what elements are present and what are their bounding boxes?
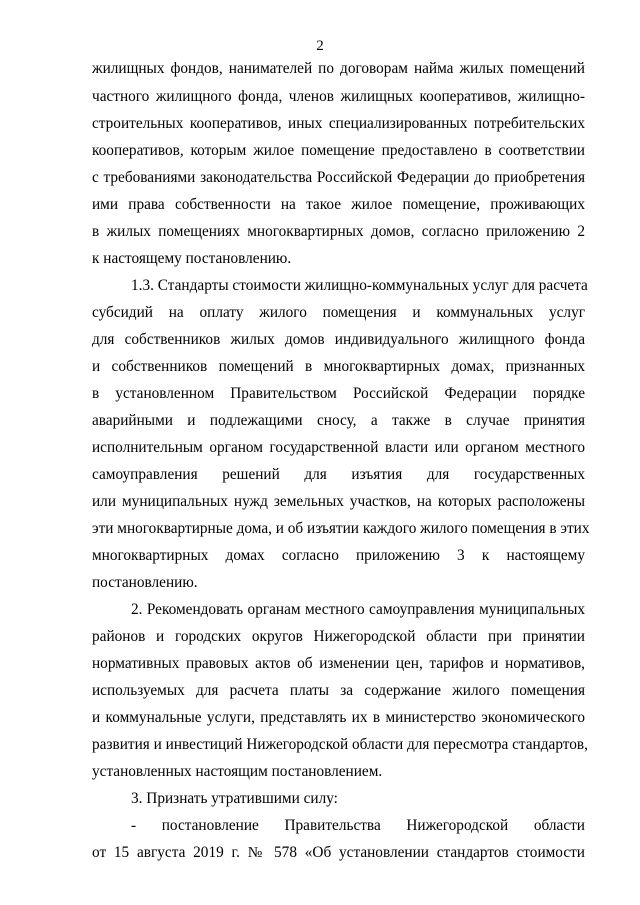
text-line: районов и городских округов Нижегородской области при принятии [92,628,585,645]
text-line: развития и инвестиций Нижегородской области для пересмотра стандартов, [92,736,588,753]
text-line: с требованиями законодательства Российской Федерации до приобретения [92,169,585,186]
text-line: установленных настоящим постановлением. [92,763,383,780]
text-line: многоквартирных домах согласно приложению 3 к настоящему [92,547,585,564]
text-line: нормативных правовых актов об изменении цен, тарифов и нормативов, [92,655,585,672]
list-item-line: - постановление Правительства Нижегородской области [131,817,585,834]
text-line: в жилых помещениях многоквартирных домов, согласно приложению 2 [92,223,585,240]
paragraph-first-line: 3. Признать утратившими силу: [131,790,338,807]
text-line: используемых для расчета платы за содержание жилого помещения [92,682,585,699]
text-line: эти многоквартирные дома, и об изъятии каждого жилого помещения в этих [92,520,590,537]
text-line: частного жилищного фонда, членов жилищных кооперативов, жилищно- [92,88,585,105]
text-line: к настоящему постановлению. [92,250,292,267]
page-number: 2 [316,38,324,54]
text-line: строительных кооперативов, иных специализированных потребительских [92,115,585,132]
text-line: постановлению. [92,574,198,591]
text-line: от 15 августа 2019 г. № 578 «Об установлении стандартов стоимости [92,844,585,861]
text-line: исполнительным органом государственной власти или органом местного [92,439,585,456]
paragraph-first-line: 2. Рекомендовать органам местного самоуправления муниципальных [131,601,585,618]
text-line: субсидий на оплату жилого помещения и коммунальных услуг [92,304,585,321]
text-line: и собственников помещений в многоквартирных домах, признанных [92,358,585,375]
text-line: и коммунальные услуги, представлять их в министерство экономического [92,709,585,726]
text-line: в установленном Правительством Российской Федерации порядке [92,385,585,402]
text-line: для собственников жилых домов индивидуального жилищного фонда [92,331,585,348]
text-line: аварийными и подлежащими сносу, а также в случае принятия [92,412,585,429]
text-line: кооперативов, которым жилое помещение предоставлено в соответствии [92,142,585,159]
paragraph-first-line: 1.3. Стандарты стоимости жилищно-коммунальных услуг для расчета [131,277,588,294]
text-line: самоуправления решений для изъятия для государственных [92,466,585,483]
text-line: ими права собственности на такое жилое помещение, проживающих [92,196,585,213]
text-line: жилищных фондов, нанимателей по договорам найма жилых помещений [92,60,585,77]
text-line: или муниципальных нужд земельных участков, на которых расположены [92,493,585,510]
